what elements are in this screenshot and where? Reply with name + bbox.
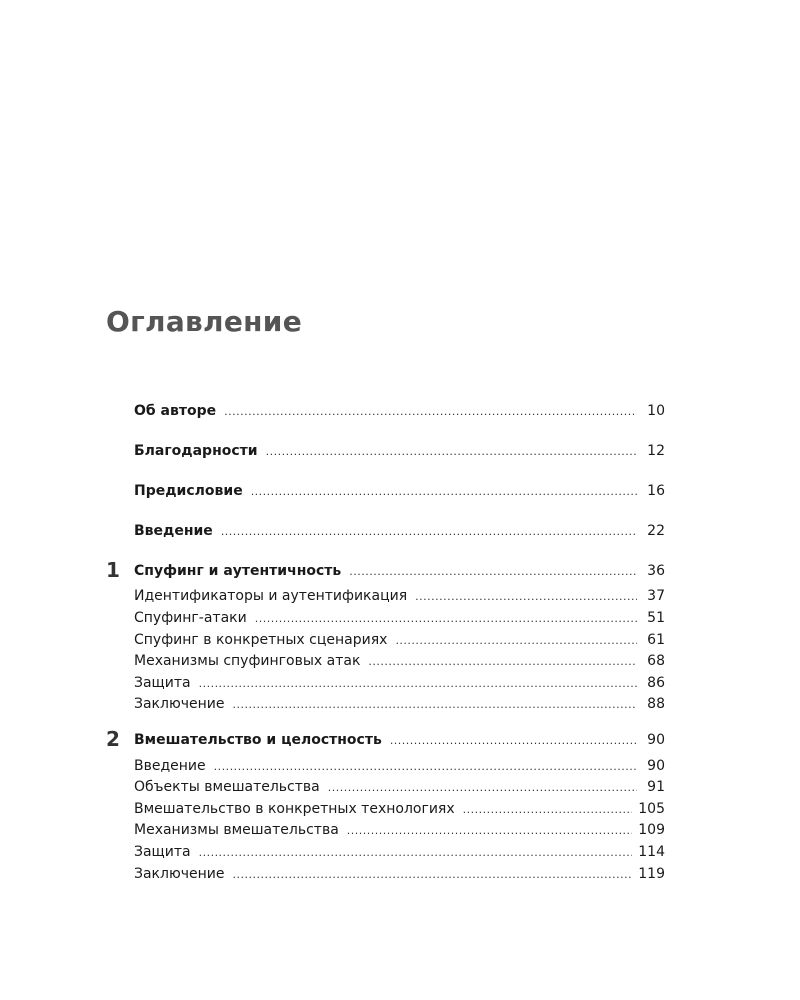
dot-leader (214, 758, 637, 776)
toc-entry-about-author[interactable] (134, 402, 665, 421)
toc-section-label: Спуфинг в конкретных сценариях (134, 632, 388, 648)
toc-section-label: Спуфинг-атаки (134, 610, 247, 626)
dot-leader (251, 483, 637, 501)
dot-leader (347, 822, 632, 840)
dot-leader (328, 779, 637, 797)
toc-chapter-title: Спуфинг и аутентичность (134, 563, 342, 579)
toc-section-page: 61 (647, 632, 665, 648)
toc-section-label: Заключение (134, 696, 225, 712)
toc-section-label: Объекты вмешательства (134, 779, 320, 795)
toc-section-page: 51 (647, 610, 665, 626)
toc-entry-label: Введение (134, 523, 213, 539)
dot-leader (395, 632, 637, 650)
toc-section-page: 91 (647, 779, 665, 795)
toc-entry-page: 22 (647, 523, 665, 539)
dot-leader (415, 588, 637, 606)
toc-entry-preface[interactable] (134, 482, 665, 501)
dot-leader (463, 801, 633, 819)
toc-entry-label: Предисловие (134, 483, 243, 499)
toc-section-page: 105 (638, 801, 665, 817)
toc-section-page: 90 (647, 758, 665, 774)
dot-leader (368, 653, 637, 671)
toc-section-label: Вмешательство в конкретных технологиях (134, 801, 455, 817)
toc-section[interactable] (134, 778, 665, 797)
toc-section-page: 68 (647, 653, 665, 669)
toc-section-page: 119 (638, 866, 665, 882)
toc-entry-page: 12 (647, 443, 665, 459)
toc-entry-label: Благодарности (134, 443, 258, 459)
dot-leader (390, 732, 637, 750)
dot-leader (199, 844, 633, 862)
toc-section-label: Механизмы вмешательства (134, 822, 339, 838)
dot-leader (224, 403, 637, 421)
dot-leader (221, 523, 637, 541)
toc-entry-page: 10 (647, 403, 665, 419)
toc-section[interactable] (134, 609, 665, 628)
toc-section-page: 109 (638, 822, 665, 838)
toc-section-page: 88 (647, 696, 665, 712)
toc-section[interactable] (134, 631, 665, 650)
dot-leader (255, 610, 637, 628)
toc-section[interactable] (134, 843, 665, 862)
toc-section[interactable] (134, 652, 665, 671)
toc-section[interactable] (134, 757, 665, 776)
toc-section[interactable] (134, 587, 665, 606)
dot-leader (349, 563, 637, 581)
toc-section-label: Введение (134, 758, 206, 774)
toc-chapter-title: Вмешательство и целостность (134, 732, 382, 748)
toc-section[interactable] (134, 674, 665, 693)
toc-entry-label: Об авторе (134, 403, 217, 419)
toc-section[interactable] (134, 695, 665, 714)
dot-leader (233, 696, 638, 714)
chapter-number: 1 (106, 558, 120, 582)
toc-entry-page: 36 (647, 563, 665, 579)
toc-chapter-1[interactable] (134, 562, 665, 581)
toc-section[interactable] (134, 821, 665, 840)
toc-heading: Оглавление (106, 305, 303, 338)
dot-leader (233, 866, 633, 884)
toc-section-page: 86 (647, 675, 665, 691)
toc-section-page: 37 (647, 588, 665, 604)
toc-chapter-2[interactable] (134, 731, 665, 750)
dot-leader (199, 675, 637, 693)
toc-section-label: Защита (134, 675, 191, 691)
toc-entry-introduction[interactable] (134, 522, 665, 541)
dot-leader (266, 443, 637, 461)
toc-section[interactable] (134, 865, 665, 884)
chapter-number: 2 (106, 727, 120, 751)
toc-entry-page: 90 (647, 732, 665, 748)
toc-entry-page: 16 (647, 483, 665, 499)
toc-section-label: Идентификаторы и аутентификация (134, 588, 408, 604)
toc-section-label: Защита (134, 844, 191, 860)
toc-section[interactable] (134, 800, 665, 819)
toc-section-page: 114 (638, 844, 665, 860)
toc-entry-acknowledgements[interactable] (134, 442, 665, 461)
toc-section-label: Механизмы спуфинговых атак (134, 653, 361, 669)
toc-section-label: Заключение (134, 866, 225, 882)
